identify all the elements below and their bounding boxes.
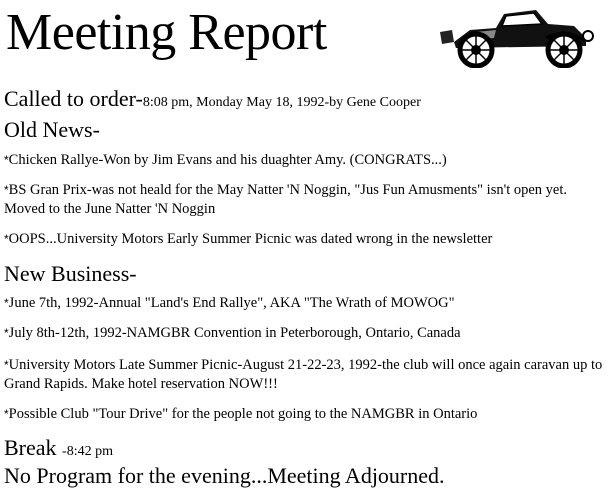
list-item: *OOPS...University Motors Early Summer Picnic was dated wrong in the newsletter <box>4 231 493 247</box>
called-label: Called to order- <box>4 86 143 111</box>
bullet: * <box>4 407 9 421</box>
break-detail: -8:42 pm <box>62 444 113 459</box>
list-item: *University Motors Late Summer Picnic-August 21-22-23, 1992-the club will once again caravan up to Grand Rapids. Make hotel reservation NOW!!! <box>4 357 603 392</box>
bullet: * <box>4 296 9 310</box>
page-title: Meeting Report <box>6 4 327 61</box>
bullet: * <box>4 232 9 246</box>
list-item: *Possible Club "Tour Drive" for the people not going to the NAMGBR in Ontario <box>4 406 478 422</box>
bullet: * <box>4 153 9 167</box>
old-news-heading: Old News- <box>4 117 100 142</box>
break-line <box>4 435 113 461</box>
list-item: *Chicken Rallye-Won by Jim Evans and his duaghter Amy. (CONGRATS...) <box>4 152 447 168</box>
list-item: *BS Gran Prix-was not heald for the May Natter 'N Noggin, "Jus Fun Amusments" isn't open yet. Moved to the June Natter 'N Noggin <box>4 182 568 217</box>
new-business-heading: New Business- <box>4 261 137 286</box>
break-label: Break <box>4 435 63 460</box>
called-detail: 8:08 pm, Monday May 18, 1992-by Gene Cooper <box>142 95 421 110</box>
vintage-car-icon <box>436 2 600 68</box>
list-item: *June 7th, 1992-Annual "Land's End Rallye", AKA "The Wrath of MOWOG" <box>4 295 455 311</box>
called-to-order <box>4 86 421 112</box>
bullet: * <box>4 183 9 197</box>
list-item: *July 8th-12th, 1992-NAMGBR Convention in Peterborough, Ontario, Canada <box>4 325 461 341</box>
closing-line: No Program for the evening...Meeting Adjourned. <box>4 463 445 488</box>
bullet: * <box>4 358 9 372</box>
bullet: * <box>4 326 9 340</box>
